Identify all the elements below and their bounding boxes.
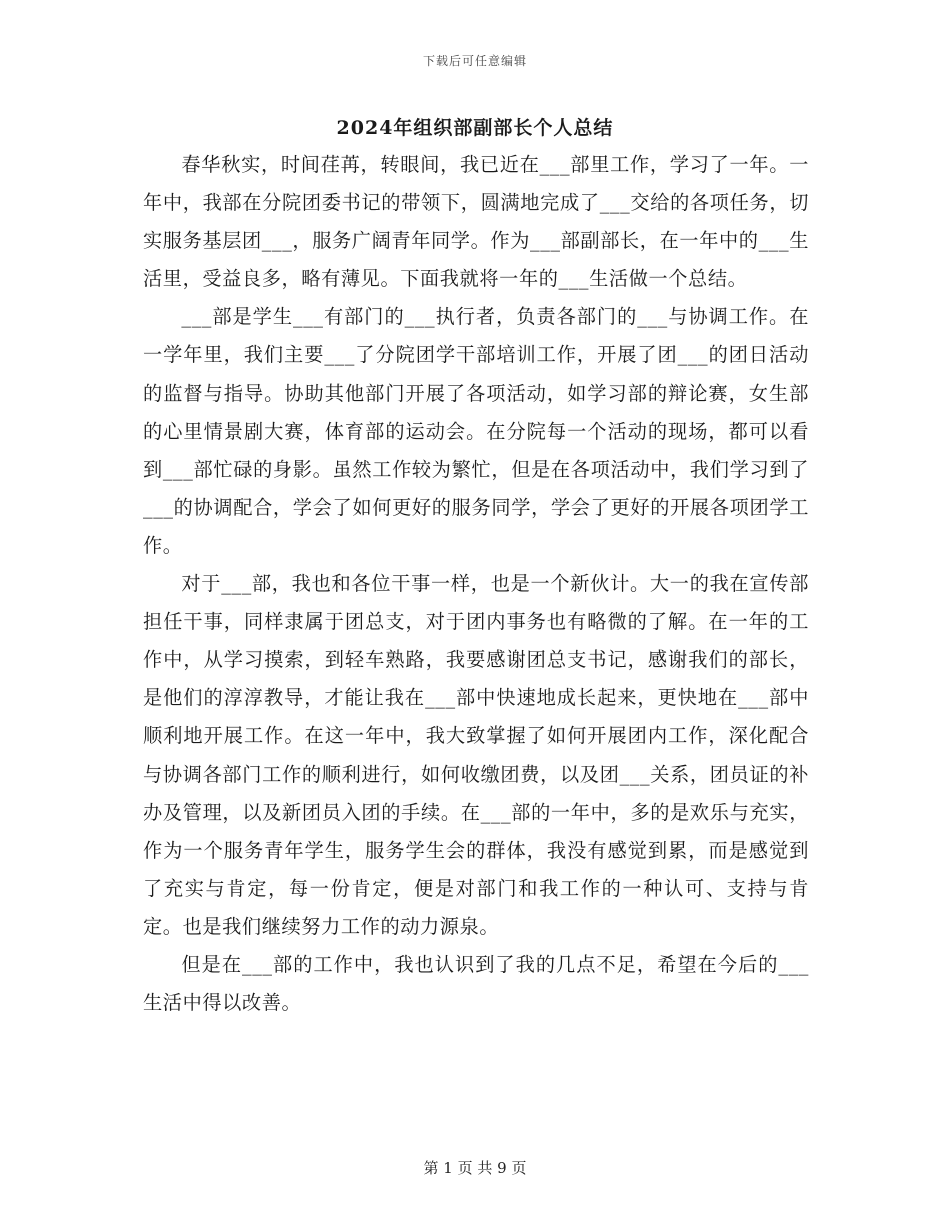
paragraph-1: 春华秋实，时间荏苒，转眼间，我已近在___部里工作，学习了一年。一年中，我部在分院团委书记的带领下，圆满地完成了___交给的各项任务，切实服务基层团___，服务广阔青年同学。作为___部副部长，在一年中的___生活里，受益良多，略有薄见。下面我就将一年的___生活做一个总结。 (143, 153, 809, 291)
paragraph-2: ___部是学生___有部门的___执行者，负责各部门的___与协调工作。在一学年里，我们主要___了分院团学干部培训工作，开展了团___的团日活动的监督与指导。协助其他部门开展了各项活动，如学习部的辩论赛，女生部的心里情景剧大赛，体育部的运动会。在分院每一个活动的现场，都可以看到___部忙碌的身影。虽然工作较为繁忙，但是在各项活动中，我们学习到了___的协调配合，学会了如何更好的服务同学，学会了更好的开展各项团学工作。 (143, 305, 809, 557)
document-body (143, 146, 809, 1022)
paragraph-4: 但是在___部的工作中，我也认识到了我的几点不足，希望在今后的___生活中得以改善。 (143, 952, 809, 1015)
document-title: 2024年组织部副部长个人总结 (336, 117, 614, 139)
page-number-footer: 第 1 页 共 9 页 (423, 1159, 527, 1177)
header-note: 下载后可任意编辑 (422, 54, 527, 68)
paragraph-3: 对于___部，我也和各位干事一样，也是一个新伙计。大一的我在宣传部担任干事，同样隶属于团总支，对于团内事务也有略微的了解。在一年的工作中，从学习摸索，到轻车熟路，我要感谢团总支书记，感谢我们的部长，是他们的淳淳教导，才能让我在___部中快速地成长起来，更快地在___部中顺利地开展工作。在这一年中，我大致掌握了如何开展团内工作，深化配合与协调各部门工作的顺利进行，如何收缴团费，以及团___关系，团员证的补办及管理，以及新团员入团的手续。在___部的一年中，多的是欢乐与充实，作为一个服务青年学生，服务学生会的群体，我没有感觉到累，而是感觉到了充实与肯定，每一份肯定，便是对部门和我工作的一种认可、支持与肯定。也是我们继续努力工作的动力源泉。 (143, 572, 809, 938)
